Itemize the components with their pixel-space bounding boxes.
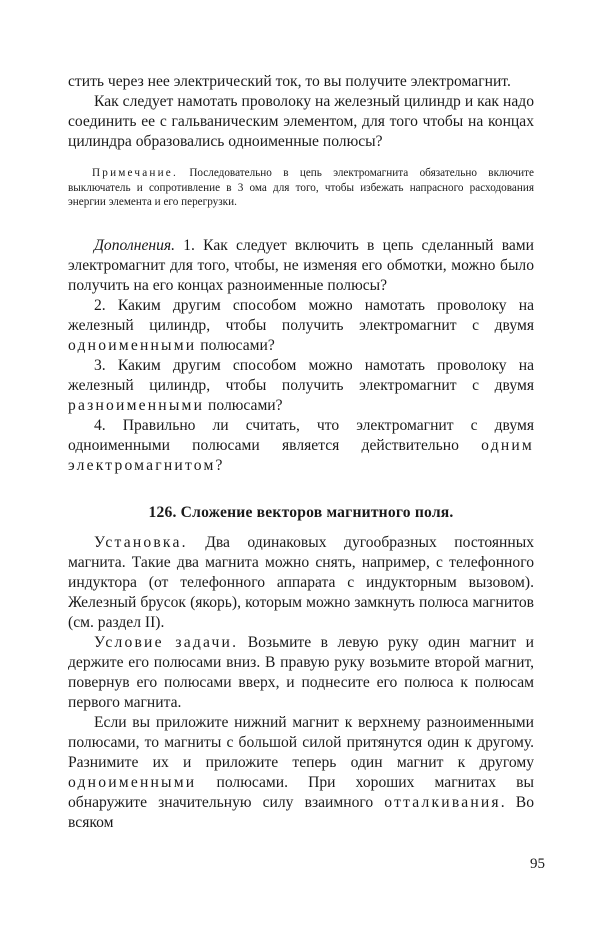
section-heading: 126. Сложение векторов магнитного поля. — [148, 503, 454, 521]
setup-label: Установка. — [94, 533, 188, 551]
paragraph-question: Как следует намотать проволоку на железный цилиндр и как надо соединить ее с гальваническим элементом, для того чтобы на концах цилиндра образовались одноименные полюсы? — [68, 93, 534, 150]
supplement-item-2: 2. Каким другим способом можно намотать проволоку на железный цилиндр, чтобы получить электромагнит с двумя одноименными полюсами? — [68, 296, 534, 354]
setup-paragraph: Установка. Два одинаковых дугообразных постоянных магнита. Такие два магнита можно снять, например, с телефонного индуктора (от телефонного аппарата с индукторным вызовом). Железный брусок (якорь), которым можно замкнуть полюса магнитов (см. раздел II). — [68, 533, 534, 631]
supplement-label: Дополнения. — [94, 236, 176, 254]
condition-label: Условие задачи. — [94, 633, 239, 651]
supplement-item-4: 4. Правильно ли считать, что электромагнит с двумя одноименными полюсами является действительно одним электромагнитом? — [68, 416, 534, 474]
condition-paragraph: Условие задачи. Возьмите в левую руку один магнит и держите его полюсами вниз. В правую руку возьмите второй магнит, повернув его полюсами вверх, и поднесите его полюса к полюсам первого магнита. — [68, 633, 535, 711]
note-block — [68, 166, 534, 210]
page-text — [68, 72, 534, 833]
supplement-item-1: Дополнения. 1. Как следует включить в цепь сделанный вами электромагнит для того, чтобы, не изменяя его обмотки, можно было получить на его концах разноименные полюсы? — [68, 236, 534, 294]
page-number: 95 — [530, 856, 545, 872]
paragraph-continuation: стить через нее электрический ток, то вы получите электромагнит. — [68, 73, 511, 90]
last-paragraph: Если вы приложите нижний магнит к верхнему разноименными полюсами, то магниты с большой силой притянутся один к другому. Разнимите их и приложите теперь один магнит к другому одноименными полюсами. При хороших магнитах вы обнаружите значительную силу взаимного отталкивания. Во всяком — [68, 713, 534, 831]
note-label: Примечание. — [92, 167, 178, 179]
note-text: Последовательно в цепь электромагнита обязательно включите выключатель и сопротивление в 3 ома для того, чтобы избежать напрасного расходования энергии элемента и его перегрузки. — [68, 167, 534, 209]
supplement-item-3: 3. Каким другим способом можно намотать проволоку на железный цилиндр, чтобы получить электромагнит с двумя разноименными полюсами? — [68, 356, 534, 414]
